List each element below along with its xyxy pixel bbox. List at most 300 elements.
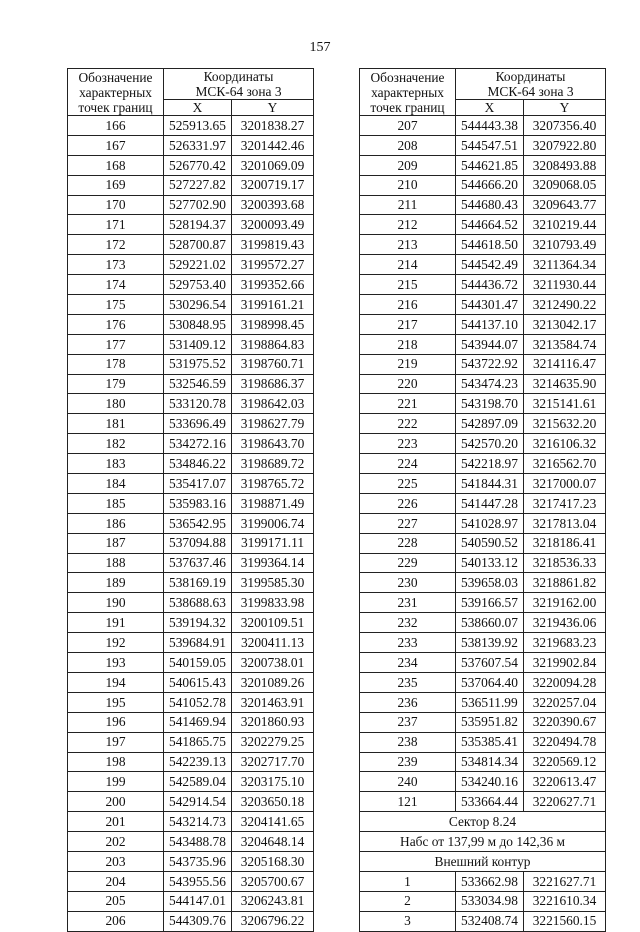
point-number-cell: 190	[68, 593, 164, 613]
header-line: Координаты	[495, 69, 566, 84]
table-row	[68, 454, 314, 474]
x-coordinate-cell: 533662.98	[456, 871, 524, 891]
point-number-cell: 209	[360, 155, 456, 175]
header-line: Обозначение	[370, 69, 445, 85]
sector-range-row	[360, 832, 606, 852]
table-row	[360, 792, 606, 812]
y-coordinate-cell: 3209643.77	[524, 195, 606, 215]
point-number-cell: 188	[68, 553, 164, 573]
header-line: характерных	[79, 84, 152, 100]
outer-contour-label-row	[360, 851, 606, 871]
x-coordinate-cell: 529221.02	[164, 255, 232, 275]
x-coordinate-cell: 538139.92	[456, 633, 524, 653]
point-number-cell: 231	[360, 593, 456, 613]
y-coordinate-cell: 3216562.70	[524, 454, 606, 474]
x-coordinate-cell: 528194.37	[164, 215, 232, 235]
table-body-right	[360, 116, 606, 932]
y-coordinate-cell: 3205700.67	[232, 871, 314, 891]
table-row	[360, 135, 606, 155]
point-number-cell: 191	[68, 613, 164, 633]
x-coordinate-cell: 540159.05	[164, 653, 232, 673]
x-coordinate-cell: 537637.46	[164, 553, 232, 573]
x-coordinate-cell: 543214.73	[164, 812, 232, 832]
x-coordinate-cell: 543488.78	[164, 832, 232, 852]
point-number-cell: 216	[360, 295, 456, 315]
x-coordinate-cell: 531409.12	[164, 334, 232, 354]
y-coordinate-cell: 3199833.98	[232, 593, 314, 613]
point-number-cell: 187	[68, 533, 164, 553]
y-coordinate-cell: 3221627.71	[524, 871, 606, 891]
table-row	[360, 891, 606, 911]
table-row	[68, 812, 314, 832]
table-row	[360, 493, 606, 513]
table-row	[360, 712, 606, 732]
table-row	[360, 314, 606, 334]
x-coordinate-cell: 539658.03	[456, 573, 524, 593]
point-number-cell: 240	[360, 772, 456, 792]
point-number-cell: 192	[68, 633, 164, 653]
x-coordinate-cell: 533696.49	[164, 414, 232, 434]
point-number-cell: 207	[360, 116, 456, 136]
x-coordinate-cell: 539684.91	[164, 633, 232, 653]
point-number-cell: 227	[360, 513, 456, 533]
y-coordinate-cell: 3200093.49	[232, 215, 314, 235]
y-coordinate-cell: 3207356.40	[524, 116, 606, 136]
table-row	[68, 911, 314, 931]
x-coordinate-cell: 542239.13	[164, 752, 232, 772]
point-number-cell: 211	[360, 195, 456, 215]
x-header: X	[456, 100, 524, 116]
table-row	[68, 275, 314, 295]
sector-range: Набс от 137,99 м до 142,36 м	[360, 832, 606, 852]
table-row	[68, 871, 314, 891]
point-number-cell: 179	[68, 374, 164, 394]
table-row	[68, 175, 314, 195]
y-coordinate-cell: 3217417.23	[524, 493, 606, 513]
point-number-cell: 221	[360, 394, 456, 414]
point-number-cell: 212	[360, 215, 456, 235]
table-row	[360, 593, 606, 613]
y-coordinate-cell: 3199364.14	[232, 553, 314, 573]
y-coordinate-cell: 3213042.17	[524, 314, 606, 334]
point-number-cell: 217	[360, 314, 456, 334]
point-designation-header	[68, 69, 164, 116]
point-number-cell: 182	[68, 434, 164, 454]
y-coordinate-cell: 3212490.22	[524, 295, 606, 315]
outer-contour-label: Внешний контур	[360, 851, 606, 871]
y-coordinate-cell: 3199572.27	[232, 255, 314, 275]
x-coordinate-cell: 544137.10	[456, 314, 524, 334]
table-row	[68, 772, 314, 792]
point-number-cell: 233	[360, 633, 456, 653]
x-coordinate-cell: 531975.52	[164, 354, 232, 374]
y-coordinate-cell: 3218536.33	[524, 553, 606, 573]
point-number-cell: 121	[360, 792, 456, 812]
table-row	[360, 255, 606, 275]
point-number-cell: 239	[360, 752, 456, 772]
point-number-cell: 198	[68, 752, 164, 772]
x-coordinate-cell: 543735.96	[164, 851, 232, 871]
y-coordinate-cell: 3200109.51	[232, 613, 314, 633]
table-row	[68, 553, 314, 573]
x-coordinate-cell: 544443.38	[456, 116, 524, 136]
x-coordinate-cell: 535983.16	[164, 493, 232, 513]
y-coordinate-cell: 3215141.61	[524, 394, 606, 414]
y-coordinate-cell: 3214116.47	[524, 354, 606, 374]
point-number-cell: 168	[68, 155, 164, 175]
x-coordinate-cell: 543474.23	[456, 374, 524, 394]
x-coordinate-cell: 544680.43	[456, 195, 524, 215]
table-row	[68, 593, 314, 613]
coordinates-header	[164, 69, 314, 100]
x-coordinate-cell: 543955.56	[164, 871, 232, 891]
point-number-cell: 201	[68, 812, 164, 832]
y-coordinate-cell: 3198760.71	[232, 354, 314, 374]
y-header: Y	[524, 100, 606, 116]
table-body-left	[68, 116, 314, 932]
y-coordinate-cell: 3217813.04	[524, 513, 606, 533]
point-number-cell: 225	[360, 474, 456, 494]
table-row	[360, 215, 606, 235]
table-row	[360, 195, 606, 215]
point-number-cell: 228	[360, 533, 456, 553]
y-coordinate-cell: 3198642.03	[232, 394, 314, 414]
point-number-cell: 218	[360, 334, 456, 354]
x-coordinate-cell: 538169.19	[164, 573, 232, 593]
header-line: МСК-64 зона 3	[195, 84, 282, 99]
point-number-cell: 196	[68, 712, 164, 732]
table-row	[68, 513, 314, 533]
table-row	[68, 792, 314, 812]
x-coordinate-cell: 534240.16	[456, 772, 524, 792]
x-coordinate-cell: 534814.34	[456, 752, 524, 772]
y-coordinate-cell: 3199161.21	[232, 295, 314, 315]
table-row	[68, 414, 314, 434]
x-coordinate-cell: 540615.43	[164, 672, 232, 692]
y-coordinate-cell: 3201442.46	[232, 135, 314, 155]
table-row	[360, 394, 606, 414]
point-number-cell: 214	[360, 255, 456, 275]
table-row	[68, 851, 314, 871]
x-coordinate-cell: 544301.47	[456, 295, 524, 315]
sector-title-row	[360, 812, 606, 832]
y-coordinate-cell: 3198627.79	[232, 414, 314, 434]
table-row	[360, 871, 606, 891]
x-coordinate-cell: 543722.92	[456, 354, 524, 374]
x-coordinate-cell: 526770.42	[164, 155, 232, 175]
point-number-cell: 172	[68, 235, 164, 255]
table-row	[360, 295, 606, 315]
x-coordinate-cell: 540133.12	[456, 553, 524, 573]
point-number-cell: 194	[68, 672, 164, 692]
x-coordinate-cell: 544542.49	[456, 255, 524, 275]
coordinates-table-left	[67, 68, 314, 932]
y-coordinate-cell: 3203175.10	[232, 772, 314, 792]
table-row	[68, 692, 314, 712]
x-coordinate-cell: 542914.54	[164, 792, 232, 812]
table-row	[68, 613, 314, 633]
x-coordinate-cell: 541865.75	[164, 732, 232, 752]
table-row	[360, 672, 606, 692]
x-coordinate-cell: 536542.95	[164, 513, 232, 533]
point-number-cell: 167	[68, 135, 164, 155]
point-designation-header	[360, 69, 456, 116]
table-row	[360, 613, 606, 633]
table-row	[68, 533, 314, 553]
x-coordinate-cell: 541028.97	[456, 513, 524, 533]
x-coordinate-cell: 538660.07	[456, 613, 524, 633]
table-row	[68, 832, 314, 852]
x-coordinate-cell: 539194.32	[164, 613, 232, 633]
point-number-cell: 177	[68, 334, 164, 354]
table-row	[360, 911, 606, 931]
x-coordinate-cell: 538688.63	[164, 593, 232, 613]
header-line: характерных	[371, 84, 444, 100]
table-row	[360, 454, 606, 474]
table-row	[360, 553, 606, 573]
y-coordinate-cell: 3207922.80	[524, 135, 606, 155]
point-number-cell: 195	[68, 692, 164, 712]
point-number-cell: 210	[360, 175, 456, 195]
y-coordinate-cell: 3218861.82	[524, 573, 606, 593]
y-coordinate-cell: 3201860.93	[232, 712, 314, 732]
point-number-cell: 183	[68, 454, 164, 474]
table-row	[68, 732, 314, 752]
y-coordinate-cell: 3198765.72	[232, 474, 314, 494]
point-number-cell: 204	[68, 871, 164, 891]
point-number-cell: 184	[68, 474, 164, 494]
x-coordinate-cell: 533664.44	[456, 792, 524, 812]
point-number-cell: 193	[68, 653, 164, 673]
y-coordinate-cell: 3219902.84	[524, 653, 606, 673]
y-coordinate-cell: 3206796.22	[232, 911, 314, 931]
point-number-cell: 205	[68, 891, 164, 911]
point-number-cell: 200	[68, 792, 164, 812]
y-coordinate-cell: 3199819.43	[232, 235, 314, 255]
point-number-cell: 219	[360, 354, 456, 374]
y-coordinate-cell: 3220494.78	[524, 732, 606, 752]
table-row	[68, 295, 314, 315]
y-coordinate-cell: 3199585.30	[232, 573, 314, 593]
y-coordinate-cell: 3211364.34	[524, 255, 606, 275]
y-coordinate-cell: 3200393.68	[232, 195, 314, 215]
x-coordinate-cell: 527702.90	[164, 195, 232, 215]
y-coordinate-cell: 3205168.30	[232, 851, 314, 871]
y-coordinate-cell: 3201089.26	[232, 672, 314, 692]
table-row	[68, 891, 314, 911]
x-coordinate-cell: 532546.59	[164, 374, 232, 394]
x-coordinate-cell: 532408.74	[456, 911, 524, 931]
y-coordinate-cell: 3198864.83	[232, 334, 314, 354]
header-line: Координаты	[203, 69, 274, 84]
table-row	[68, 135, 314, 155]
table-row	[68, 195, 314, 215]
table-row	[360, 653, 606, 673]
y-coordinate-cell: 3219162.00	[524, 593, 606, 613]
table-row	[68, 653, 314, 673]
y-coordinate-cell: 3218186.41	[524, 533, 606, 553]
point-number-cell: 206	[68, 911, 164, 931]
y-coordinate-cell: 3219683.23	[524, 633, 606, 653]
y-coordinate-cell: 3216106.32	[524, 434, 606, 454]
point-number-cell: 202	[68, 832, 164, 852]
table-row	[68, 314, 314, 334]
point-number-cell: 175	[68, 295, 164, 315]
y-coordinate-cell: 3204141.65	[232, 812, 314, 832]
point-number-cell: 229	[360, 553, 456, 573]
y-coordinate-cell: 3200719.17	[232, 175, 314, 195]
table-row	[360, 772, 606, 792]
header-line: точек границ	[370, 99, 445, 115]
point-number-cell: 215	[360, 275, 456, 295]
y-coordinate-cell: 3198689.72	[232, 454, 314, 474]
x-coordinate-cell: 529753.40	[164, 275, 232, 295]
x-coordinate-cell: 541447.28	[456, 493, 524, 513]
point-number-cell: 238	[360, 732, 456, 752]
header-line: точек границ	[78, 99, 153, 115]
point-number-cell: 173	[68, 255, 164, 275]
x-coordinate-cell: 542897.09	[456, 414, 524, 434]
x-coordinate-cell: 542589.04	[164, 772, 232, 792]
y-coordinate-cell: 3202717.70	[232, 752, 314, 772]
point-number-cell: 181	[68, 414, 164, 434]
table-row	[360, 116, 606, 136]
y-coordinate-cell: 3220094.28	[524, 672, 606, 692]
y-coordinate-cell: 3200738.01	[232, 653, 314, 673]
point-number-cell: 3	[360, 911, 456, 931]
header-line: Обозначение	[78, 69, 153, 85]
y-coordinate-cell: 3209068.05	[524, 175, 606, 195]
point-number-cell: 226	[360, 493, 456, 513]
x-coordinate-cell: 543198.70	[456, 394, 524, 414]
point-number-cell: 170	[68, 195, 164, 215]
x-coordinate-cell: 544621.85	[456, 155, 524, 175]
y-coordinate-cell: 3199171.11	[232, 533, 314, 553]
y-coordinate-cell: 3221560.15	[524, 911, 606, 931]
sector-title: Сектор 8.24	[360, 812, 606, 832]
y-coordinate-cell: 3201838.27	[232, 116, 314, 136]
x-coordinate-cell: 542570.20	[456, 434, 524, 454]
x-coordinate-cell: 533034.98	[456, 891, 524, 911]
y-coordinate-cell: 3217000.07	[524, 474, 606, 494]
point-number-cell: 235	[360, 672, 456, 692]
y-coordinate-cell: 3204648.14	[232, 832, 314, 852]
point-number-cell: 234	[360, 653, 456, 673]
point-number-cell: 2	[360, 891, 456, 911]
point-number-cell: 208	[360, 135, 456, 155]
y-coordinate-cell: 3208493.88	[524, 155, 606, 175]
x-coordinate-cell: 537064.40	[456, 672, 524, 692]
header-line: МСК-64 зона 3	[487, 84, 574, 99]
table-row	[360, 414, 606, 434]
x-coordinate-cell: 544666.20	[456, 175, 524, 195]
point-number-cell: 230	[360, 573, 456, 593]
y-coordinate-cell: 3203650.18	[232, 792, 314, 812]
x-coordinate-cell: 541844.31	[456, 474, 524, 494]
x-coordinate-cell: 541469.94	[164, 712, 232, 732]
x-coordinate-cell: 544309.76	[164, 911, 232, 931]
table-row	[360, 354, 606, 374]
point-number-cell: 213	[360, 235, 456, 255]
y-coordinate-cell: 3215632.20	[524, 414, 606, 434]
y-coordinate-cell: 3210219.44	[524, 215, 606, 235]
table-row	[68, 116, 314, 136]
x-coordinate-cell: 534272.16	[164, 434, 232, 454]
point-number-cell: 180	[68, 394, 164, 414]
y-coordinate-cell: 3198643.70	[232, 434, 314, 454]
table-row	[360, 752, 606, 772]
y-coordinate-cell: 3199352.66	[232, 275, 314, 295]
x-coordinate-cell: 530296.54	[164, 295, 232, 315]
y-coordinate-cell: 3200411.13	[232, 633, 314, 653]
x-coordinate-cell: 544147.01	[164, 891, 232, 911]
table-row	[360, 533, 606, 553]
table-row	[360, 155, 606, 175]
y-coordinate-cell: 3220613.47	[524, 772, 606, 792]
point-number-cell: 199	[68, 772, 164, 792]
y-coordinate-cell: 3206243.81	[232, 891, 314, 911]
table-row	[68, 215, 314, 235]
x-coordinate-cell: 525913.65	[164, 116, 232, 136]
point-number-cell: 185	[68, 493, 164, 513]
x-coordinate-cell: 530848.95	[164, 314, 232, 334]
x-coordinate-cell: 535385.41	[456, 732, 524, 752]
point-number-cell: 237	[360, 712, 456, 732]
point-number-cell: 222	[360, 414, 456, 434]
point-number-cell: 1	[360, 871, 456, 891]
y-coordinate-cell: 3201069.09	[232, 155, 314, 175]
x-coordinate-cell: 544664.52	[456, 215, 524, 235]
table-row	[68, 334, 314, 354]
y-coordinate-cell: 3213584.74	[524, 334, 606, 354]
table-row	[68, 672, 314, 692]
x-coordinate-cell: 541052.78	[164, 692, 232, 712]
y-coordinate-cell: 3214635.90	[524, 374, 606, 394]
x-coordinate-cell: 527227.82	[164, 175, 232, 195]
table-row	[360, 732, 606, 752]
x-coordinate-cell: 537607.54	[456, 653, 524, 673]
point-number-cell: 169	[68, 175, 164, 195]
x-coordinate-cell: 536511.99	[456, 692, 524, 712]
point-number-cell: 197	[68, 732, 164, 752]
point-number-cell: 176	[68, 314, 164, 334]
table-row	[360, 275, 606, 295]
point-number-cell: 232	[360, 613, 456, 633]
table-row	[68, 633, 314, 653]
table-row	[68, 573, 314, 593]
point-number-cell: 178	[68, 354, 164, 374]
table-row	[68, 434, 314, 454]
x-coordinate-cell: 534846.22	[164, 454, 232, 474]
point-number-cell: 174	[68, 275, 164, 295]
y-coordinate-cell: 3221610.34	[524, 891, 606, 911]
table-row	[360, 573, 606, 593]
table-row	[360, 692, 606, 712]
x-coordinate-cell: 544618.50	[456, 235, 524, 255]
x-coordinate-cell: 542218.97	[456, 454, 524, 474]
point-number-cell: 203	[68, 851, 164, 871]
point-number-cell: 171	[68, 215, 164, 235]
y-coordinate-cell: 3201463.91	[232, 692, 314, 712]
y-coordinate-cell: 3220627.71	[524, 792, 606, 812]
page-number: 157	[309, 40, 331, 55]
point-number-cell: 189	[68, 573, 164, 593]
point-number-cell: 223	[360, 434, 456, 454]
y-coordinate-cell: 3220569.12	[524, 752, 606, 772]
y-coordinate-cell: 3202279.25	[232, 732, 314, 752]
y-coordinate-cell: 3198686.37	[232, 374, 314, 394]
table-row	[68, 374, 314, 394]
